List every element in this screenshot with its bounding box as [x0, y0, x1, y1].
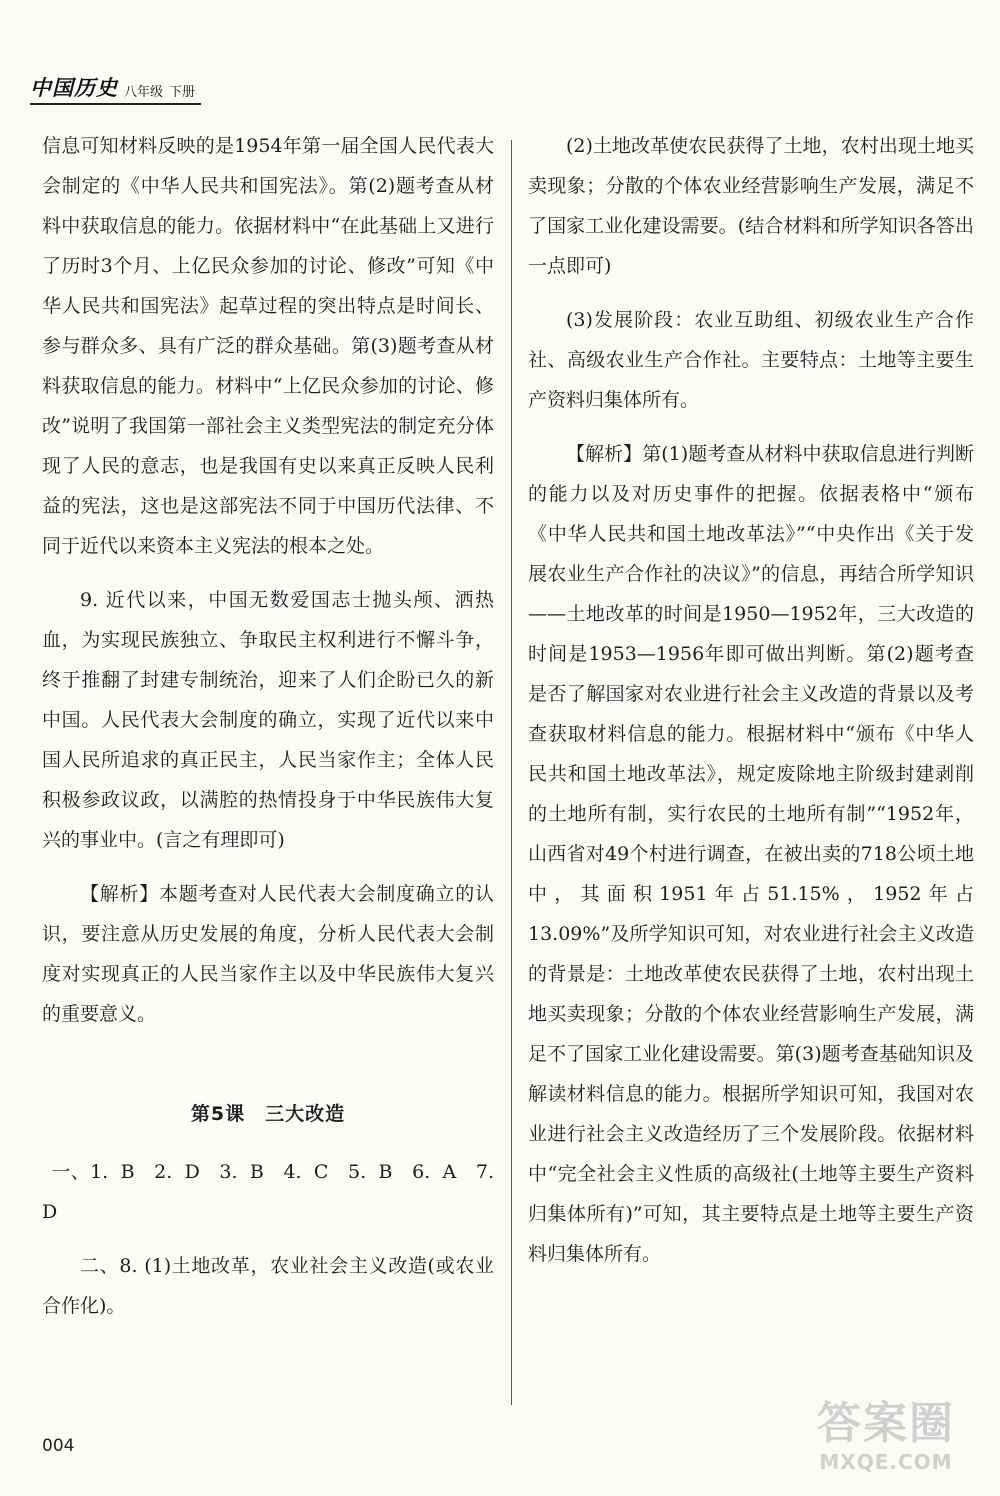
section-title: 第5课 三大改造	[190, 1103, 346, 1125]
right-column	[528, 126, 974, 1288]
page-header	[30, 76, 195, 102]
header-rule	[30, 103, 201, 105]
grade-label: 八年级	[124, 85, 164, 100]
question-8-answer: 二、8. (1)土地改革，农业社会主义改造(或农业合作化)。	[42, 1255, 494, 1317]
left-paragraph-2: 9. 近代以来，中国无数爱国志士抛头颅、洒热血，为实现民族独立、争取民主权利进行不懈斗争，终于推翻了封建专制统治，迎来了人们企盼已久的新中国。人民代表大会制度的确立，实现了近代以来中国人民所追求的真正民主，人民当家作主；全体人民积极参政议政，以满腔的热情投身于中华民族伟大复兴的事业中。(言之有理即可)	[42, 589, 494, 851]
left-paragraph-1: 信息可知材料反映的是1954年第一届全国人民代表大会制定的《中华人民共和国宪法》。第(2)题考查从材料中获取信息的能力。依据材料中“在此基础上又进行了历时3个月、上亿民众参加的讨论、修改”可知《中华人民共和国宪法》起草过程的突出特点是时间长、参与群众多、具有广泛的群众基础。第(3)题考查从材料获取信息的能力。材料中“上亿民众参加的讨论、修改”说明了我国第一部社会主义类型宪法的制定充分体现了人民的意志，也是我国有史以来真正反映人民利益的宪法，这也是这部宪法不同于中国历代法律、不同于近代以来资本主义宪法的根本之处。	[42, 135, 494, 557]
watermark-url: MXQE.COM	[819, 1450, 953, 1474]
page-number: 004	[42, 1436, 75, 1456]
volume-label: 下册	[169, 85, 196, 100]
left-column	[42, 126, 494, 1340]
choice-answers: 一、1. B 2. D 3. B 4. C 5. B 6. A 7. D	[42, 1161, 494, 1223]
watermark-logo: 答案圈	[817, 1398, 955, 1449]
right-paragraph-2: (3)发展阶段：农业互助组、初级农业生产合作社、高级农业生产合作社。主要特点：土地等主要生产资料归集体所有。	[528, 309, 974, 411]
column-divider	[511, 140, 512, 1405]
book-title: 中国历史	[30, 76, 118, 100]
left-paragraph-3: 【解析】本题考查对人民代表大会制度确立的认识，要注意从历史发展的角度，分析人民代表大会制度对实现真正的人民当家作主以及中华民族伟大复兴的重要意义。	[42, 883, 494, 1025]
right-paragraph-3: 【解析】第(1)题考查从材料中获取信息进行判断的能力以及对历史事件的把握。依据表格中“颁布《中华人民共和国土地改革法》”“中央作出《关于发展农业生产合作社的决议》”的信息，再结合所学知识——土地改革的时间是1950—1952年，三大改造的时间是1953—1956年即可做出判断。第(2)题考查是否了解国家对农业进行社会主义改造的背景以及考查获取材料信息的能力。根据材料中“颁布《中华人民共和国土地改革法》，规定废除地主阶级封建剥削的土地所有制，实行农民的土地所有制”“1952年，山西省对49个村进行调查，在被出卖的718公顷土地中，其面积1951年占51.15%，1952年占13.09%”及所学知识可知，对农业进行社会主义改造的背景是：土地改革使农民获得了土地，农村出现土地买卖现象；分散的个体农业经营影响生产发展，满足不了国家工业化建设需要。第(3)题考查基础知识及解读材料信息的能力。根据所学知识可知，我国对农业进行社会主义改造经历了三个发展阶段。依据材料中“完全社会主义性质的高级社(土地等主要生产资料归集体所有)”可知，其主要特点是土地等主要生产资料归集体所有。	[528, 443, 974, 1265]
watermark	[786, 1398, 986, 1488]
right-paragraph-1: (2)土地改革使农民获得了土地，农村出现土地买卖现象；分散的个体农业经营影响生产发展，满足不了国家工业化建设需要。(结合材料和所学知识各答出一点即可)	[528, 135, 974, 277]
